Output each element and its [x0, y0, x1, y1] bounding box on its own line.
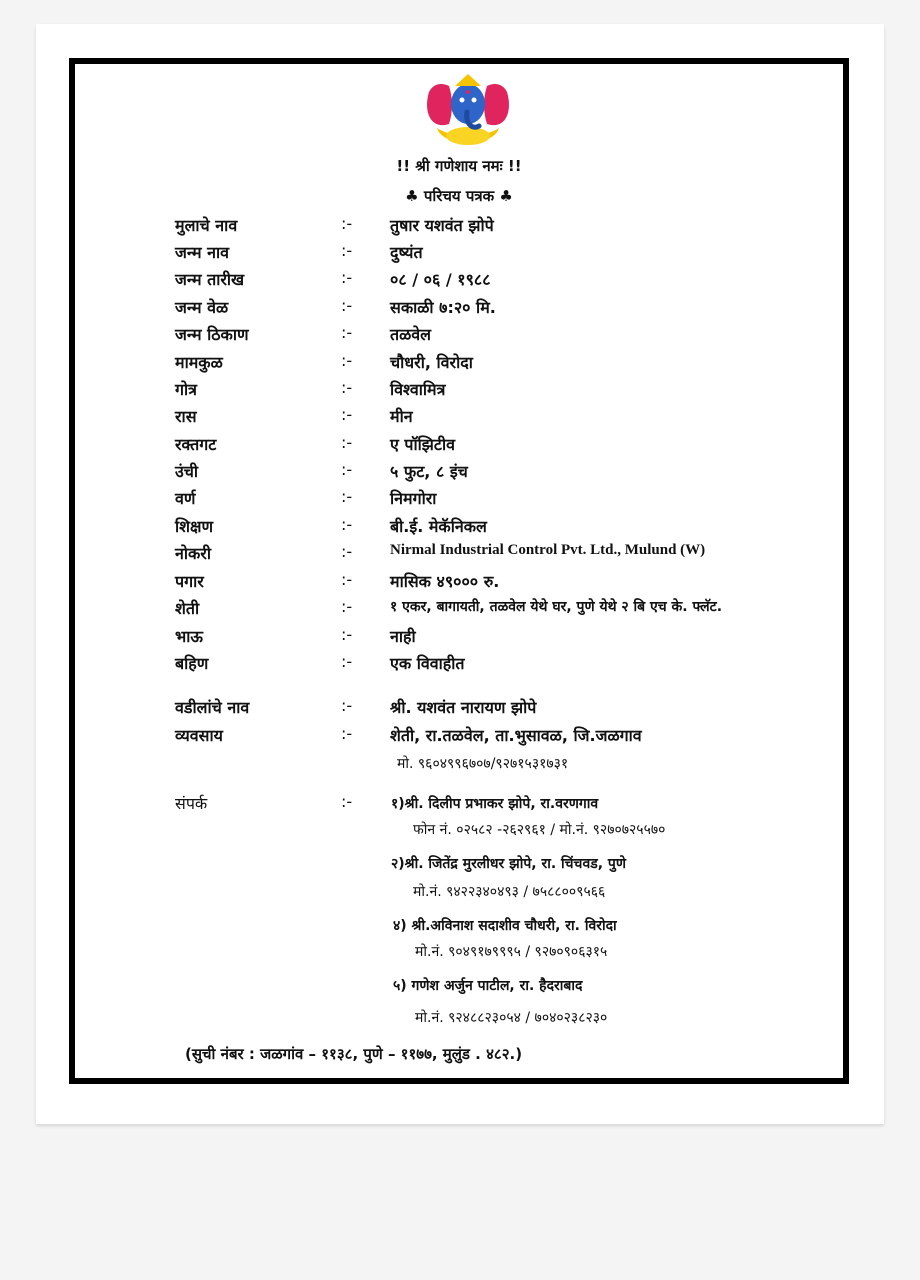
detail-separator: :- [341, 296, 353, 315]
detail-value: मीन [390, 407, 413, 426]
ganesha-icon [423, 72, 513, 150]
father-label: वडीलांचे नाव [175, 698, 250, 717]
detail-value: विश्वामित्र [390, 380, 446, 399]
contact-label: संपर्क [175, 794, 208, 813]
detail-label: नोकरी [175, 544, 212, 563]
contact-name: ५) गणेश अर्जुन पाटील, रा. हैदराबाद [393, 978, 583, 994]
detail-label: शेती [175, 599, 200, 618]
detail-label: जन्म तारीख [175, 270, 245, 289]
father-phone: मो. ९६०४९९६७०७/९२७१५३१७३१ [397, 756, 569, 772]
detail-label: जन्म ठिकाण [175, 325, 249, 344]
detail-separator: :- [341, 433, 353, 452]
detail-label: मामकुळ [175, 353, 223, 372]
document-page [36, 24, 884, 1124]
detail-value: मासिक ४९००० रु. [390, 572, 500, 591]
detail-label: पगार [175, 572, 204, 591]
detail-value: दुष्यंत [390, 243, 423, 262]
detail-separator: :- [341, 268, 353, 287]
document-border [69, 58, 849, 1084]
detail-separator: :- [341, 214, 353, 233]
footer-note: (सुची नंबर : जळगांव – ११३८, पुणे – ११७७, मुलुंड . ४८२.) [185, 1045, 523, 1063]
detail-separator: :- [341, 378, 353, 397]
detail-value: १ एकर, बागायती, तळवेल येथे घर, पुणे येथे २ बि एच के. फ्लॅट. [390, 599, 723, 615]
detail-label: बहिण [175, 654, 209, 673]
blessing-text: !! श्री गणेशाय नमः !! [396, 157, 522, 175]
father-sep: :- [341, 724, 353, 743]
detail-separator: :- [341, 652, 353, 671]
detail-value: एक विवाहीत [390, 654, 465, 673]
contact-phone: मो.नं. ९२४८८२३०५४ / ७०४०२३८२३० [415, 1010, 608, 1026]
detail-label: भाऊ [175, 627, 203, 646]
father-sep: :- [341, 696, 353, 715]
detail-separator: :- [341, 323, 353, 342]
detail-separator: :- [341, 487, 353, 506]
detail-value: ०८ / ०६ / १९८८ [390, 270, 491, 289]
detail-value: तुषार यशवंत झोपे [390, 216, 494, 235]
detail-label: जन्म नाव [175, 243, 230, 262]
detail-separator: :- [341, 625, 353, 644]
contact-phone: मो.नं. ९०४९१७९९९५ / ९२७०९०६३१५ [415, 944, 608, 960]
detail-separator: :- [341, 542, 353, 561]
detail-label: शिक्षण [175, 517, 214, 536]
detail-label: जन्म वेळ [175, 298, 229, 317]
detail-separator: :- [341, 570, 353, 589]
detail-value: ५ फुट, ८ इंच [390, 462, 468, 481]
contact-phone: फोन नं. ०२५८२ -२६२९६१ / मो.नं. ९२७०७२५५७० [413, 822, 666, 838]
detail-value: Nirmal Industrial Control Pvt. Ltd., Mulund (W) [390, 542, 706, 558]
detail-separator: :- [341, 597, 353, 616]
detail-label: मुलाचे नाव [175, 216, 238, 235]
contact-name: १)श्री. दिलीप प्रभाकर झोपे, रा.वरणगाव [391, 796, 599, 812]
contact-name: ४) श्री.अविनाश सदाशीव चौधरी, रा. विरोदा [393, 918, 617, 934]
detail-separator: :- [341, 351, 353, 370]
detail-label: रक्तगट [175, 435, 217, 454]
detail-value: नाही [390, 627, 416, 646]
detail-label: रास [175, 407, 197, 426]
detail-label: गोत्र [175, 380, 197, 399]
detail-value: चौधरी, विरोदा [390, 353, 473, 372]
detail-separator: :- [341, 241, 353, 260]
detail-separator: :- [341, 405, 353, 424]
detail-value: ए पॉझिटीव [390, 435, 455, 454]
detail-label: वर्ण [175, 489, 196, 508]
contact-name: २)श्री. जितेंद्र मुरलीधर झोपे, रा. चिंचवड, पुणे [391, 856, 626, 872]
father-label: व्यवसाय [175, 726, 223, 745]
detail-value: तळवेल [390, 325, 432, 344]
detail-separator: :- [341, 515, 353, 534]
contact-sep: :- [341, 792, 353, 811]
detail-separator: :- [341, 460, 353, 479]
father-value: शेती, रा.तळवेल, ता.भुसावळ, जि.जळगाव [390, 726, 642, 745]
document-heading: ♣ परिचय पत्रक ♣ [405, 187, 513, 205]
detail-value: सकाळी ७:२० मि. [390, 298, 496, 317]
father-value: श्री. यशवंत नारायण झोपे [390, 698, 537, 717]
detail-value: बी.ई. मेकॅनिकल [390, 517, 487, 536]
detail-value: निमगोरा [390, 489, 437, 508]
detail-label: उंची [175, 462, 199, 481]
contact-phone: मो.नं. ९४२२३४०४९३ / ७५८८००९५६६ [413, 884, 606, 900]
